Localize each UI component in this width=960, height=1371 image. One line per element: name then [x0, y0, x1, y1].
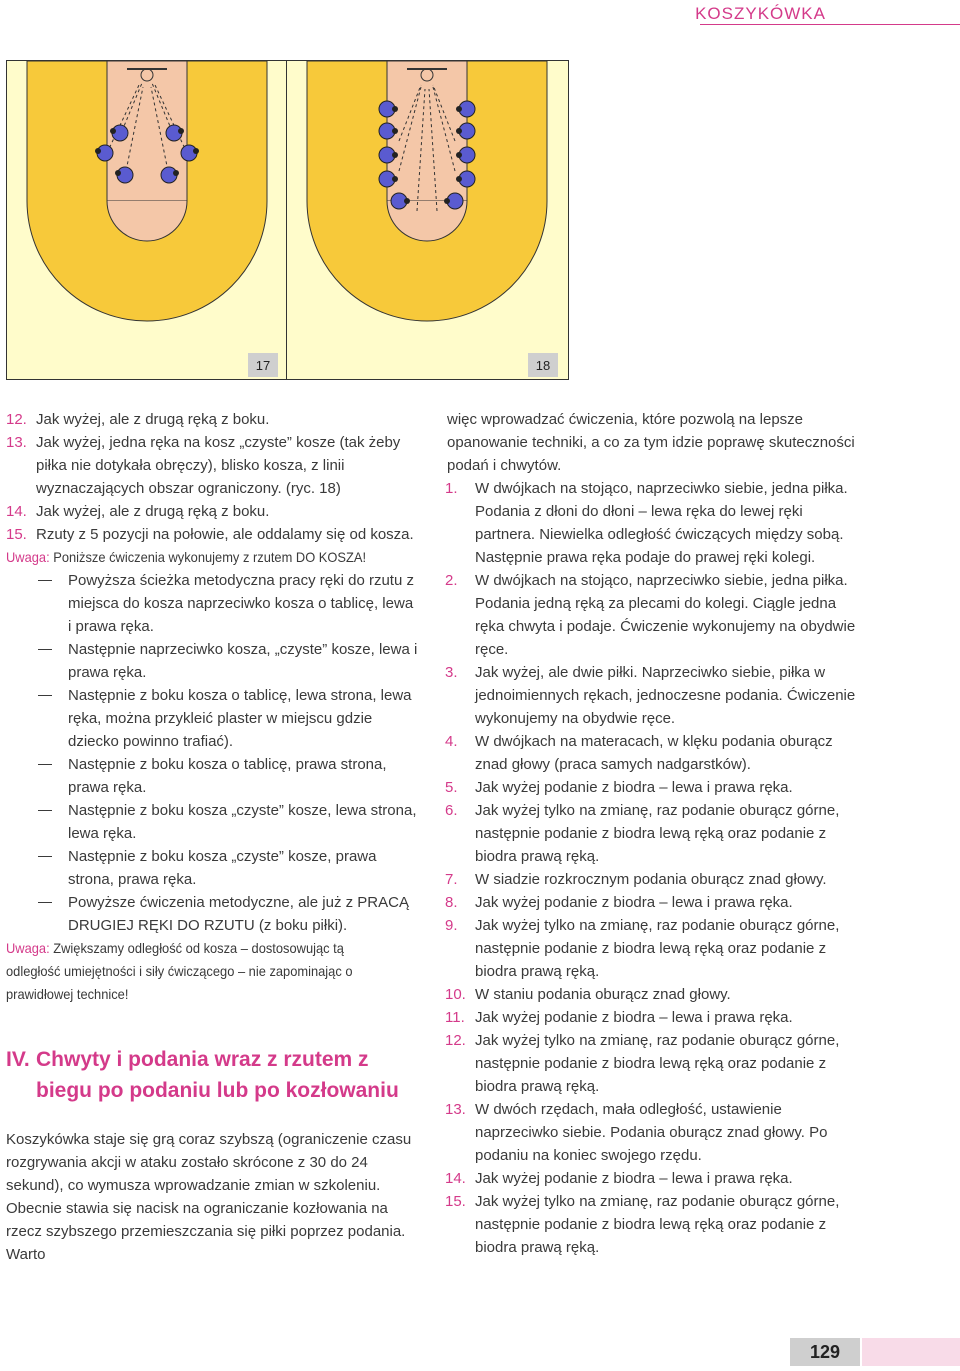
figure-number: 18 [528, 353, 558, 377]
list-item: 4. W dwójkach na materacach, w klęku podania oburącz znad głowy (praca samych nadgarstków). [445, 733, 833, 773]
list-item: 14. Jak wyżej, ale z drugą ręką z boku. [6, 503, 270, 520]
note-label: Uwaga: [6, 549, 50, 565]
section-number: IV. [6, 1048, 30, 1071]
note-text: Zwiększamy odległość od kosza – dostosowując tą odległość umiejętności i siły ćwiczącego – nie zapominając o prawidłowej technice! [6, 940, 353, 1002]
list-item: 9. Jak wyżej tylko na zmianę, raz podanie oburącz górne, następnie podanie z biodra lewą ręką oraz podanie z biodra prawą ręką. [445, 917, 840, 980]
court-drawing [7, 61, 288, 379]
body-paragraph: Koszykówka staje się grą coraz szybszą (ograniczenie czasu rozgrywania akcji w ataku zostało skrócone z 30 do 24 sekund), co wymusza wprowadzanie zmian w szkoleniu. Obecnie stawia się nacisk na ograniczanie kozłowania na rzecz szybszego przemieszczania się piłki poprzez podania. Warto [6, 1131, 412, 1263]
right-column [445, 408, 860, 1259]
list-item: 10. W staniu podania oburącz znad głowy. [445, 986, 731, 1003]
left-column [6, 408, 418, 1281]
list-item: Powyższa ścieżka metodyczna pracy ręki do rzutu z miejsca do kosza naprzeciwko kosza o tablicę, lewa i prawa ręka. [6, 569, 418, 638]
list-item: 14. Jak wyżej podanie z biodra – lewa i prawa ręka. [445, 1170, 793, 1187]
left-numbered-list [6, 408, 418, 546]
list-item: 8. Jak wyżej podanie z biodra – lewa i prawa ręka. [445, 894, 793, 911]
list-item: Następnie z boku kosza „czyste” kosze, lewa strona, lewa ręka. [6, 799, 418, 845]
list-item: 3. Jak wyżej, ale dwie piłki. Naprzeciwko siebie, piłka w jednoimiennych rękach, jednoczesne podania. Ćwiczenie wykonujemy na obydwie ręce. [445, 664, 856, 727]
list-item: 13. Jak wyżej, jedna ręka na kosz „czyste” kosze (tak żeby piłka nie dotykała obręczy), blisko kosza, z linii wyznaczających obszar ograniczony. (ryc. 18) [6, 434, 401, 497]
page-number: 129 [790, 1338, 860, 1366]
page-number-stripe [862, 1338, 960, 1366]
intro-paragraph: więc wprowadzać ćwiczenia, które pozwolą na lepsze opanowanie techniki, a co za tym idzie poprawę skuteczności podań i chwytów. [447, 411, 855, 474]
page-header [0, 0, 960, 48]
list-item: 2. W dwójkach na stojąco, naprzeciwko siebie, jedna piłka. Podania jedną ręką za plecami do kolegi. Ciągle jedna ręka chwyta i podaje. Ćwiczenie wykonujemy na obydwie ręce. [445, 572, 856, 658]
header-rule [700, 24, 960, 25]
section-heading [6, 1044, 418, 1106]
list-item: 12. Jak wyżej, ale z drugą ręką z boku. [6, 411, 270, 428]
section-label: KOSZYKÓWKA [695, 4, 826, 23]
note-warning [6, 937, 385, 1006]
list-item: 11. Jak wyżej podanie z biodra – lewa i prawa ręka. [445, 1009, 793, 1026]
list-item: Następnie z boku kosza o tablicę, prawa strona, prawa ręka. [6, 753, 418, 799]
list-item: 13. W dwóch rzędach, mała odległość, ustawienie naprzeciwko siebie. Podania oburącz znad głowy. Po podaniu na koniec swojego rzędu. [445, 1101, 828, 1164]
list-item: Następnie z boku kosza o tablicę, lewa strona, lewa ręka, można przykleić plaster w miejscu gdzie dziecko powinno trafiać). [6, 684, 418, 753]
list-item: 15. Rzuty z 5 pozycji na połowie, ale oddalamy się od kosza. [6, 526, 414, 543]
dash-list [6, 569, 418, 937]
list-item: 1. W dwójkach na stojąco, naprzeciwko siebie, jedna piłka. Podania z dłoni do dłoni – lewa ręka do lewej ręki partnera. Niewielka odległość ćwiczących między sobą. Następnie prawa ręka podaje do prawej ręki kolegi. [445, 480, 848, 566]
court-diagram-18 [286, 60, 569, 380]
list-item: Następnie naprzeciwko kosza, „czyste” kosze, lewa i prawa ręka. [6, 638, 418, 684]
court-diagram-17 [6, 60, 289, 380]
list-item: Powyższe ćwiczenia metodyczne, ale już z PRACĄ DRUGIEJ RĘKI DO RZUTU (z boku piłki). [6, 891, 418, 937]
section-title-line2: biegu po podaniu lub po kozłowaniu [36, 1079, 399, 1102]
list-item: 15. Jak wyżej tylko na zmianę, raz podanie oburącz górne, następnie podanie z biodra lewą ręką oraz podanie z biodra prawą ręką. [445, 1193, 840, 1256]
section-title-line1: Chwyty i podania wraz z rzutem z [36, 1048, 369, 1071]
list-item: 5. Jak wyżej podanie z biodra – lewa i prawa ręka. [445, 779, 793, 796]
note-text: Poniższe ćwiczenia wykonujemy z rzutem DO KOSZA! [49, 549, 367, 565]
list-item: 6. Jak wyżej tylko na zmianę, raz podanie oburącz górne, następnie podanie z biodra lewą ręką oraz podanie z biodra prawą ręką. [445, 802, 840, 865]
list-item: 12. Jak wyżej tylko na zmianę, raz podanie oburącz górne, następnie podanie z biodra lewą ręką oraz podanie z biodra prawą ręką. [445, 1032, 840, 1095]
note-label: Uwaga: [6, 940, 50, 956]
figure-number: 17 [248, 353, 278, 377]
list-item: Następnie z boku kosza „czyste” kosze, prawa strona, prawa ręka. [6, 845, 418, 891]
list-item: 7. W siadzie rozkrocznym podania oburącz znad głowy. [445, 871, 827, 888]
right-numbered-list [445, 477, 860, 1259]
note-warning [6, 546, 385, 569]
court-drawing [287, 61, 568, 379]
